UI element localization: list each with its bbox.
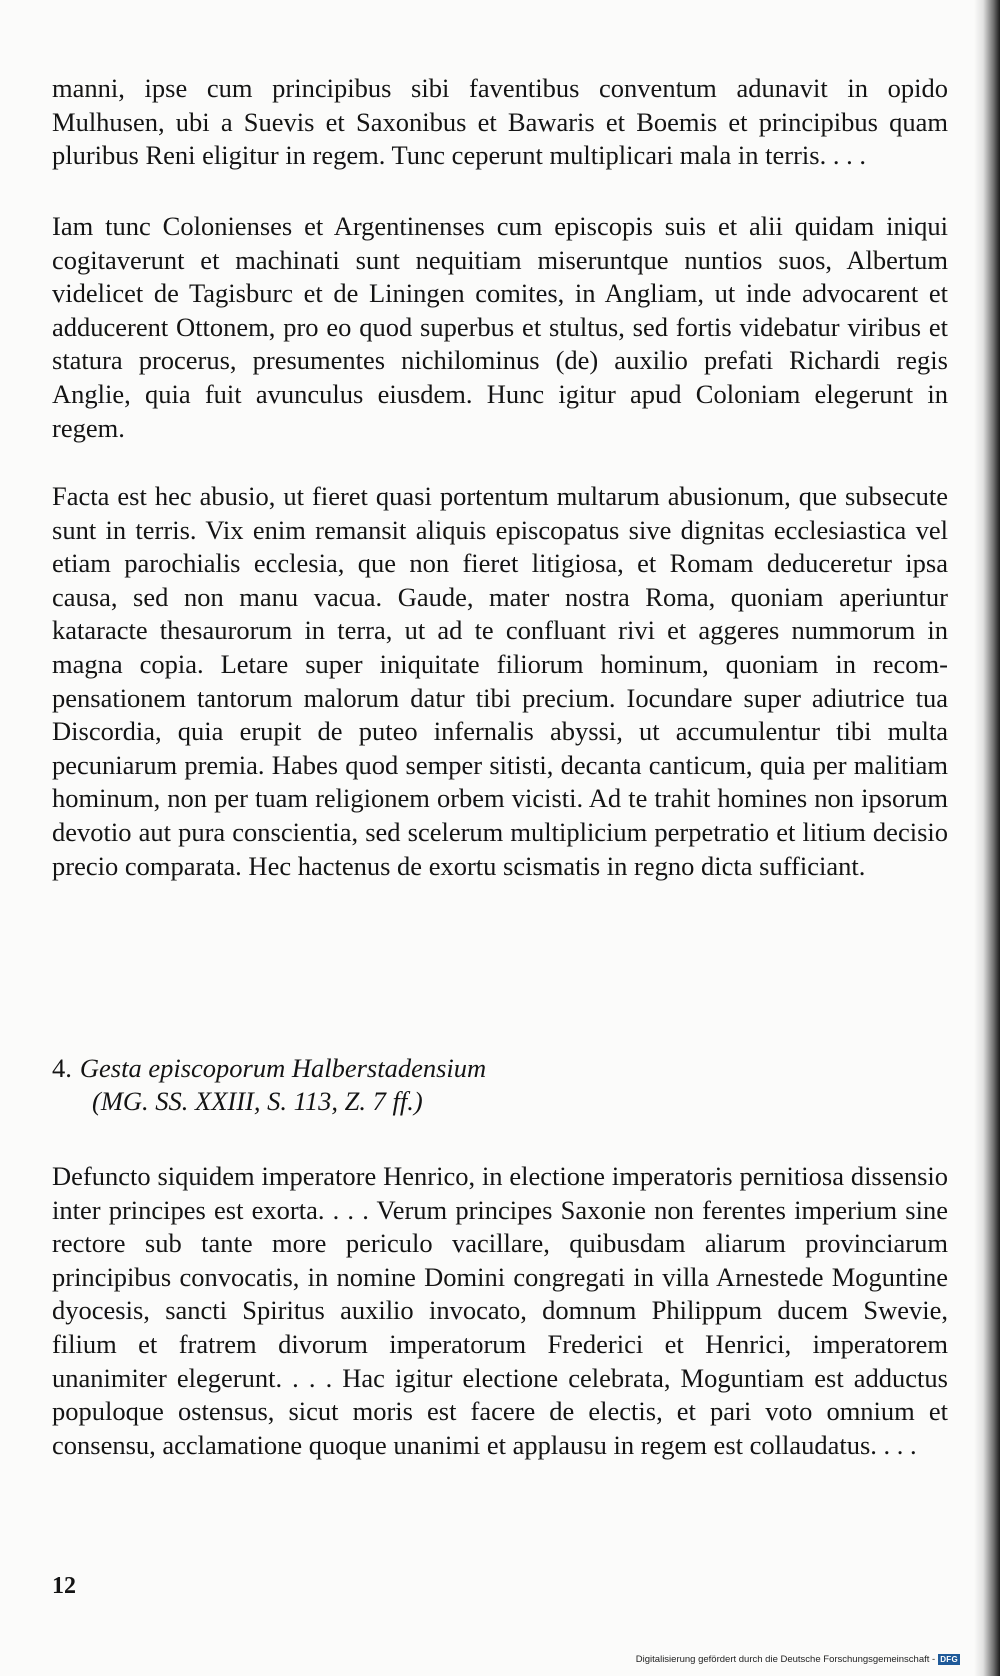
paragraph-text: Defuncto siquidem imperatore Henrico, in electione imperatoris pernitiosa dissensio inter principes est exorta. . . . Verum principes Saxonie non ferentes imperium sine rectore sub tante more periculo vacillare, quibusdam aliarum provinciarum principibus convocatis, in nomine Domini congregati in villa Arnestede Moguntine dyocesis, sancti Spiritus auxilio invocato, domnum Philippum ducem Swevie, filium et fratrem divorum imperatorum Frederici et Henrici, imperatorem unanimiter elegerunt. . . . Hac igitur electione celebrata, Moguntiam est adductus populoque ostensus, sicut moris est facere de electis, et pari voto omnium et consensu, acclamatione quoque unanimi et applausu in regem est collaudatus. . . . [52,1161,948,1460]
section-reference: (MG. SS. XXIII, S. 113, Z. 7 ff.) [92,1086,423,1116]
paragraph-text: Iam tunc Colonienses et Argentinenses cum episcopis suis et alii quidam iniqui cogitaverunt et machinati sunt nequitiam miseruntque nuntios suos, Albertum videlicet de Tagisburc et de Liningen comites, in Angliam, ut inde advocarent et adducerent Ottonem, pro eo quod superbus et stultus, sed fortis videbatur viribus et statura procerus, presumentes nichilominus (de) auxilio prefati Richardi regis Anglie, quia fuit avunculus eiusdem. Hunc igitur apud Coloniam elegerunt in regem. [52,211,948,443]
paragraph-4 [52,1160,948,1462]
footer-text: Digitalisierung gefördert durch die Deutsche Forschungsgemeinschaft - [635,1654,936,1665]
paragraph-1 [52,72,948,173]
section-title: Gesta episcoporum Halberstadensium [79,1053,487,1083]
section-heading [52,1052,486,1118]
paragraph-text: Facta est hec abusio, ut fieret quasi portentum multarum abusionum, que subsecute sunt in terris. Vix enim remansit aliquis episcopatus sive dignitas ecclesiastica vel etiam parochialis ecclesia, que non fieret litigiosa, et Romam deduceretur ipsa causa, sed non manu vacua. Gaude, mater nostra Roma, quoniam aperiuntur kataracte thesaurorum in terra, ut ad te confluant rivi et aggeres nummorum in magna copia. Letare super iniquitate filiorum hominum, quoniam in recompensationem tantorum malorum datur tibi precium. Iocundare super adiutrice tua Discordia, quia erupit de puteo infernalis abyssi, ut accumulentur tibi multa pecuniarum premia. Habes quod semper sitisti, decanta canticum, quia per malitiam hominum, non per tuam religionem orbem vicisti. Ad te trahit homines non ipsorum devotio aut pura conscientia, sed scelerum multiplicium perpetratio et litium decisio precio comparata. Hec hactenus de exortu scismatis in regno dicta sufficiant. [52,481,948,881]
paragraph-text: manni, ipse cum principibus sibi faventibus conventum adunavit in opido Mulhusen, ubi a Suevis et Saxonibus et Bawaris et Boemis et principibus quam pluribus Reni eligitur in regem. Tunc ceperunt multiplicari mala in terris. . . . [52,73,948,171]
dfg-logo: DFG [940,1655,958,1664]
page-edge-shadow [974,0,1000,1676]
digitization-footer [636,1654,960,1665]
page-number: 12 [52,1573,76,1599]
paragraph-2 [52,210,948,445]
paragraph-3 [52,480,948,883]
section-number: 4. [52,1053,72,1083]
